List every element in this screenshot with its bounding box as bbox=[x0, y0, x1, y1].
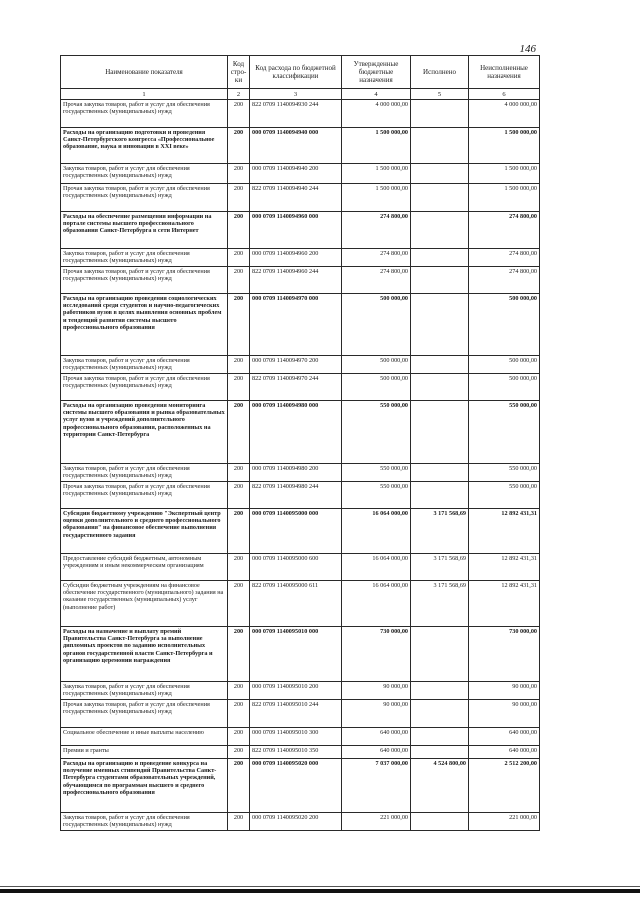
header-code: Код стро-ки bbox=[228, 56, 250, 89]
row-code-cell: 200 bbox=[228, 682, 250, 700]
header-name: Наименование показателя bbox=[61, 56, 228, 89]
row-code-cell: 200 bbox=[228, 212, 250, 249]
row-approved-cell: 640 000,00 bbox=[342, 746, 411, 759]
row-executed-cell bbox=[411, 212, 469, 249]
row-unexecuted-cell: 90 000,00 bbox=[469, 682, 540, 700]
row-executed-cell bbox=[411, 128, 469, 164]
row-approved-cell: 16 064 000,00 bbox=[342, 509, 411, 554]
row-code-cell: 200 bbox=[228, 267, 250, 294]
table-row bbox=[61, 682, 540, 700]
row-executed-cell bbox=[411, 682, 469, 700]
table-header-row bbox=[61, 56, 540, 89]
row-name-cell: Закупка товаров, работ и услуг для обеспечения государственных (муниципальных) нужд bbox=[61, 164, 228, 184]
row-unexecuted-cell: 12 892 431,31 bbox=[469, 581, 540, 627]
table-row bbox=[61, 746, 540, 759]
row-approved-cell: 7 037 000,00 bbox=[342, 759, 411, 813]
row-kbk-cell: 822 0709 1140094940 244 bbox=[250, 184, 342, 212]
column-number: 1 bbox=[61, 89, 228, 100]
row-code-cell: 200 bbox=[228, 374, 250, 401]
row-unexecuted-cell: 640 000,00 bbox=[469, 746, 540, 759]
table-row bbox=[61, 374, 540, 401]
row-executed-cell bbox=[411, 700, 469, 728]
row-kbk-cell: 000 0709 1140094980 000 bbox=[250, 401, 342, 464]
row-unexecuted-cell: 4 000 000,00 bbox=[469, 100, 540, 128]
row-unexecuted-cell: 550 000,00 bbox=[469, 464, 540, 482]
row-name-cell: Расходы на организацию подготовки и проведения Санкт-Петербургского конгресса «Профессиональное образование, наука и инновации в XXI веке» bbox=[61, 128, 228, 164]
row-unexecuted-cell: 1 500 000,00 bbox=[469, 128, 540, 164]
table-row bbox=[61, 509, 540, 554]
row-approved-cell: 1 500 000,00 bbox=[342, 128, 411, 164]
scan-bottom-border bbox=[0, 889, 640, 893]
row-unexecuted-cell: 500 000,00 bbox=[469, 374, 540, 401]
row-executed-cell bbox=[411, 627, 469, 682]
row-executed-cell bbox=[411, 294, 469, 356]
table-row bbox=[61, 249, 540, 267]
table-row bbox=[61, 813, 540, 831]
row-kbk-cell: 000 0709 1140095010 300 bbox=[250, 728, 342, 746]
row-kbk-cell: 000 0709 1140095010 000 bbox=[250, 627, 342, 682]
row-approved-cell: 640 000,00 bbox=[342, 728, 411, 746]
row-code-cell: 200 bbox=[228, 581, 250, 627]
row-executed-cell: 3 171 568,69 bbox=[411, 581, 469, 627]
table-row bbox=[61, 581, 540, 627]
table-row bbox=[61, 700, 540, 728]
table-row bbox=[61, 100, 540, 128]
row-code-cell: 200 bbox=[228, 356, 250, 374]
table-row bbox=[61, 128, 540, 164]
column-number: 5 bbox=[411, 89, 469, 100]
row-name-cell: Субсидии бюджетным учреждениям на финансовое обеспечение государственного (муниципального) задания на оказание государственных (муниципальных) услуг (выполнение работ) bbox=[61, 581, 228, 627]
row-name-cell: Закупка товаров, работ и услуг для обеспечения государственных (муниципальных) нужд bbox=[61, 464, 228, 482]
row-name-cell: Субсидии бюджетному учреждению "Экспертный центр оценки дополнительного и среднего профессионального образования" на финансовое обеспечение выполнения государственного задания bbox=[61, 509, 228, 554]
row-kbk-cell: 000 0709 1140095020 200 bbox=[250, 813, 342, 831]
row-code-cell: 200 bbox=[228, 813, 250, 831]
row-code-cell: 200 bbox=[228, 464, 250, 482]
row-executed-cell bbox=[411, 100, 469, 128]
header-approved: Утвержденные бюджетные назначения bbox=[342, 56, 411, 89]
row-code-cell: 200 bbox=[228, 184, 250, 212]
row-executed-cell bbox=[411, 728, 469, 746]
row-approved-cell: 1 500 000,00 bbox=[342, 184, 411, 212]
row-name-cell: Предоставление субсидий бюджетным, автономным учреждениям и иным некоммерческим организациям bbox=[61, 554, 228, 581]
row-unexecuted-cell: 1 500 000,00 bbox=[469, 184, 540, 212]
row-name-cell: Закупка товаров, работ и услуг для обеспечения государственных (муниципальных) нужд bbox=[61, 249, 228, 267]
table-row bbox=[61, 184, 540, 212]
header-executed: Исполнено bbox=[411, 56, 469, 89]
row-code-cell: 200 bbox=[228, 164, 250, 184]
row-executed-cell bbox=[411, 401, 469, 464]
row-kbk-cell: 822 0709 1140094960 244 bbox=[250, 267, 342, 294]
row-code-cell: 200 bbox=[228, 746, 250, 759]
row-name-cell: Расходы на назначение и выплату премий Правительства Санкт-Петербурга за выполнение дипломных проектов по заданию исполнительных органов государственной власти Санкт-Петербурга и организацию церемонии награждения bbox=[61, 627, 228, 682]
table-row bbox=[61, 759, 540, 813]
row-name-cell: Прочая закупка товаров, работ и услуг для обеспечения государственных (муниципальных) нужд bbox=[61, 100, 228, 128]
row-unexecuted-cell: 221 000,00 bbox=[469, 813, 540, 831]
row-unexecuted-cell: 1 500 000,00 bbox=[469, 164, 540, 184]
table-row bbox=[61, 212, 540, 249]
row-approved-cell: 730 000,00 bbox=[342, 627, 411, 682]
row-code-cell: 200 bbox=[228, 700, 250, 728]
row-code-cell: 200 bbox=[228, 128, 250, 164]
row-unexecuted-cell: 12 892 431,31 bbox=[469, 554, 540, 581]
row-name-cell: Расходы на обеспечение размещения информации на портале системы высшего профессионального образования Санкт-Петербурга в сети Интернет bbox=[61, 212, 228, 249]
row-approved-cell: 550 000,00 bbox=[342, 464, 411, 482]
row-name-cell: Закупка товаров, работ и услуг для обеспечения государственных (муниципальных) нужд bbox=[61, 356, 228, 374]
row-name-cell: Прочая закупка товаров, работ и услуг для обеспечения государственных (муниципальных) нужд bbox=[61, 184, 228, 212]
column-number: 2 bbox=[228, 89, 250, 100]
row-kbk-cell: 000 0709 1140094970 200 bbox=[250, 356, 342, 374]
column-number: 6 bbox=[469, 89, 540, 100]
row-approved-cell: 500 000,00 bbox=[342, 356, 411, 374]
row-kbk-cell: 000 0709 1140095000 600 bbox=[250, 554, 342, 581]
table-row bbox=[61, 267, 540, 294]
row-code-cell: 200 bbox=[228, 401, 250, 464]
row-kbk-cell: 000 0709 1140095020 000 bbox=[250, 759, 342, 813]
row-executed-cell bbox=[411, 184, 469, 212]
row-approved-cell: 500 000,00 bbox=[342, 294, 411, 356]
table-row bbox=[61, 627, 540, 682]
row-name-cell: Закупка товаров, работ и услуг для обеспечения государственных (муниципальных) нужд bbox=[61, 682, 228, 700]
row-kbk-cell: 822 0709 1140095010 244 bbox=[250, 700, 342, 728]
row-executed-cell bbox=[411, 356, 469, 374]
row-approved-cell: 1 500 000,00 bbox=[342, 164, 411, 184]
row-name-cell: Социальное обеспечение и иные выплаты населению bbox=[61, 728, 228, 746]
scan-edge-line bbox=[0, 886, 640, 887]
row-approved-cell: 16 064 000,00 bbox=[342, 554, 411, 581]
table-row bbox=[61, 728, 540, 746]
row-approved-cell: 550 000,00 bbox=[342, 401, 411, 464]
row-code-cell: 200 bbox=[228, 482, 250, 509]
row-executed-cell: 3 171 568,69 bbox=[411, 509, 469, 554]
row-executed-cell bbox=[411, 374, 469, 401]
row-code-cell: 200 bbox=[228, 627, 250, 682]
row-unexecuted-cell: 90 000,00 bbox=[469, 700, 540, 728]
row-kbk-cell: 000 0709 1140094970 000 bbox=[250, 294, 342, 356]
row-name-cell: Закупка товаров, работ и услуг для обеспечения государственных (муниципальных) нужд bbox=[61, 813, 228, 831]
table-row bbox=[61, 356, 540, 374]
row-kbk-cell: 822 0709 1140095000 611 bbox=[250, 581, 342, 627]
row-name-cell: Прочая закупка товаров, работ и услуг для обеспечения государственных (муниципальных) нужд bbox=[61, 267, 228, 294]
column-number: 3 bbox=[250, 89, 342, 100]
row-kbk-cell: 822 0709 1140094930 244 bbox=[250, 100, 342, 128]
budget-execution-table bbox=[60, 55, 540, 831]
table-row bbox=[61, 164, 540, 184]
row-name-cell: Расходы на организацию проведения мониторинга системы высшего образования и рынка образовательных услуг вузов и учреждений дополнительного профессионального образования, расположенных на территории Санкт-Петербурга bbox=[61, 401, 228, 464]
column-number-row bbox=[61, 89, 540, 100]
row-kbk-cell: 000 0709 1140095000 000 bbox=[250, 509, 342, 554]
row-approved-cell: 221 000,00 bbox=[342, 813, 411, 831]
row-executed-cell bbox=[411, 813, 469, 831]
table-body bbox=[61, 100, 540, 831]
row-approved-cell: 90 000,00 bbox=[342, 682, 411, 700]
row-code-cell: 200 bbox=[228, 249, 250, 267]
row-unexecuted-cell: 274 800,00 bbox=[469, 249, 540, 267]
row-unexecuted-cell: 2 512 200,00 bbox=[469, 759, 540, 813]
row-approved-cell: 4 000 000,00 bbox=[342, 100, 411, 128]
row-name-cell: Прочая закупка товаров, работ и услуг для обеспечения государственных (муниципальных) нужд bbox=[61, 374, 228, 401]
row-kbk-cell: 822 0709 1140095010 350 bbox=[250, 746, 342, 759]
row-unexecuted-cell: 500 000,00 bbox=[469, 294, 540, 356]
row-kbk-cell: 822 0709 1140094970 244 bbox=[250, 374, 342, 401]
row-kbk-cell: 000 0709 1140094940 200 bbox=[250, 164, 342, 184]
row-name-cell: Расходы на организацию и проведение конкурса на получение именных стипендий Правительства Санкт-Петербурга студентами образовательных учреждений, обучающимся по программам высшего и среднего профессионального образования bbox=[61, 759, 228, 813]
row-unexecuted-cell: 730 000,00 bbox=[469, 627, 540, 682]
row-approved-cell: 274 800,00 bbox=[342, 249, 411, 267]
row-approved-cell: 274 800,00 bbox=[342, 267, 411, 294]
row-executed-cell: 3 171 568,69 bbox=[411, 554, 469, 581]
column-number: 4 bbox=[342, 89, 411, 100]
page-number: 146 bbox=[519, 43, 536, 55]
row-executed-cell bbox=[411, 464, 469, 482]
table-row bbox=[61, 554, 540, 581]
row-approved-cell: 500 000,00 bbox=[342, 374, 411, 401]
header-unexecuted: Неисполненные назначения bbox=[469, 56, 540, 89]
row-code-cell: 200 bbox=[228, 728, 250, 746]
row-code-cell: 200 bbox=[228, 294, 250, 356]
row-approved-cell: 274 800,00 bbox=[342, 212, 411, 249]
row-kbk-cell: 000 0709 1140095010 200 bbox=[250, 682, 342, 700]
row-executed-cell bbox=[411, 164, 469, 184]
row-code-cell: 200 bbox=[228, 509, 250, 554]
row-kbk-cell: 000 0709 1140094980 200 bbox=[250, 464, 342, 482]
row-name-cell: Прочая закупка товаров, работ и услуг для обеспечения государственных (муниципальных) нужд bbox=[61, 700, 228, 728]
row-name-cell: Прочая закупка товаров, работ и услуг для обеспечения государственных (муниципальных) нужд bbox=[61, 482, 228, 509]
row-kbk-cell: 000 0709 1140094960 000 bbox=[250, 212, 342, 249]
row-code-cell: 200 bbox=[228, 759, 250, 813]
row-unexecuted-cell: 274 800,00 bbox=[469, 212, 540, 249]
row-name-cell: Расходы на организацию проведения социологических исследований среди студентов и научно-педагогических работников вузов в целях выявления основных проблем и тенденций развития системы высшего профессионального образования bbox=[61, 294, 228, 356]
row-executed-cell bbox=[411, 482, 469, 509]
row-unexecuted-cell: 12 892 431,31 bbox=[469, 509, 540, 554]
row-kbk-cell: 822 0709 1140094980 244 bbox=[250, 482, 342, 509]
row-executed-cell bbox=[411, 746, 469, 759]
row-executed-cell: 4 524 800,00 bbox=[411, 759, 469, 813]
row-unexecuted-cell: 640 000,00 bbox=[469, 728, 540, 746]
row-approved-cell: 16 064 000,00 bbox=[342, 581, 411, 627]
row-kbk-cell: 000 0709 1140094940 000 bbox=[250, 128, 342, 164]
row-code-cell: 200 bbox=[228, 100, 250, 128]
row-approved-cell: 550 000,00 bbox=[342, 482, 411, 509]
row-unexecuted-cell: 550 000,00 bbox=[469, 401, 540, 464]
header-kbk: Код расхода по бюджетной классификации bbox=[250, 56, 342, 89]
row-executed-cell bbox=[411, 249, 469, 267]
table-row bbox=[61, 464, 540, 482]
row-unexecuted-cell: 274 800,00 bbox=[469, 267, 540, 294]
row-executed-cell bbox=[411, 267, 469, 294]
row-unexecuted-cell: 500 000,00 bbox=[469, 356, 540, 374]
table-row bbox=[61, 401, 540, 464]
table-row bbox=[61, 482, 540, 509]
row-approved-cell: 90 000,00 bbox=[342, 700, 411, 728]
table-row bbox=[61, 294, 540, 356]
row-name-cell: Премии и гранты bbox=[61, 746, 228, 759]
row-code-cell: 200 bbox=[228, 554, 250, 581]
row-unexecuted-cell: 550 000,00 bbox=[469, 482, 540, 509]
row-kbk-cell: 000 0709 1140094960 200 bbox=[250, 249, 342, 267]
